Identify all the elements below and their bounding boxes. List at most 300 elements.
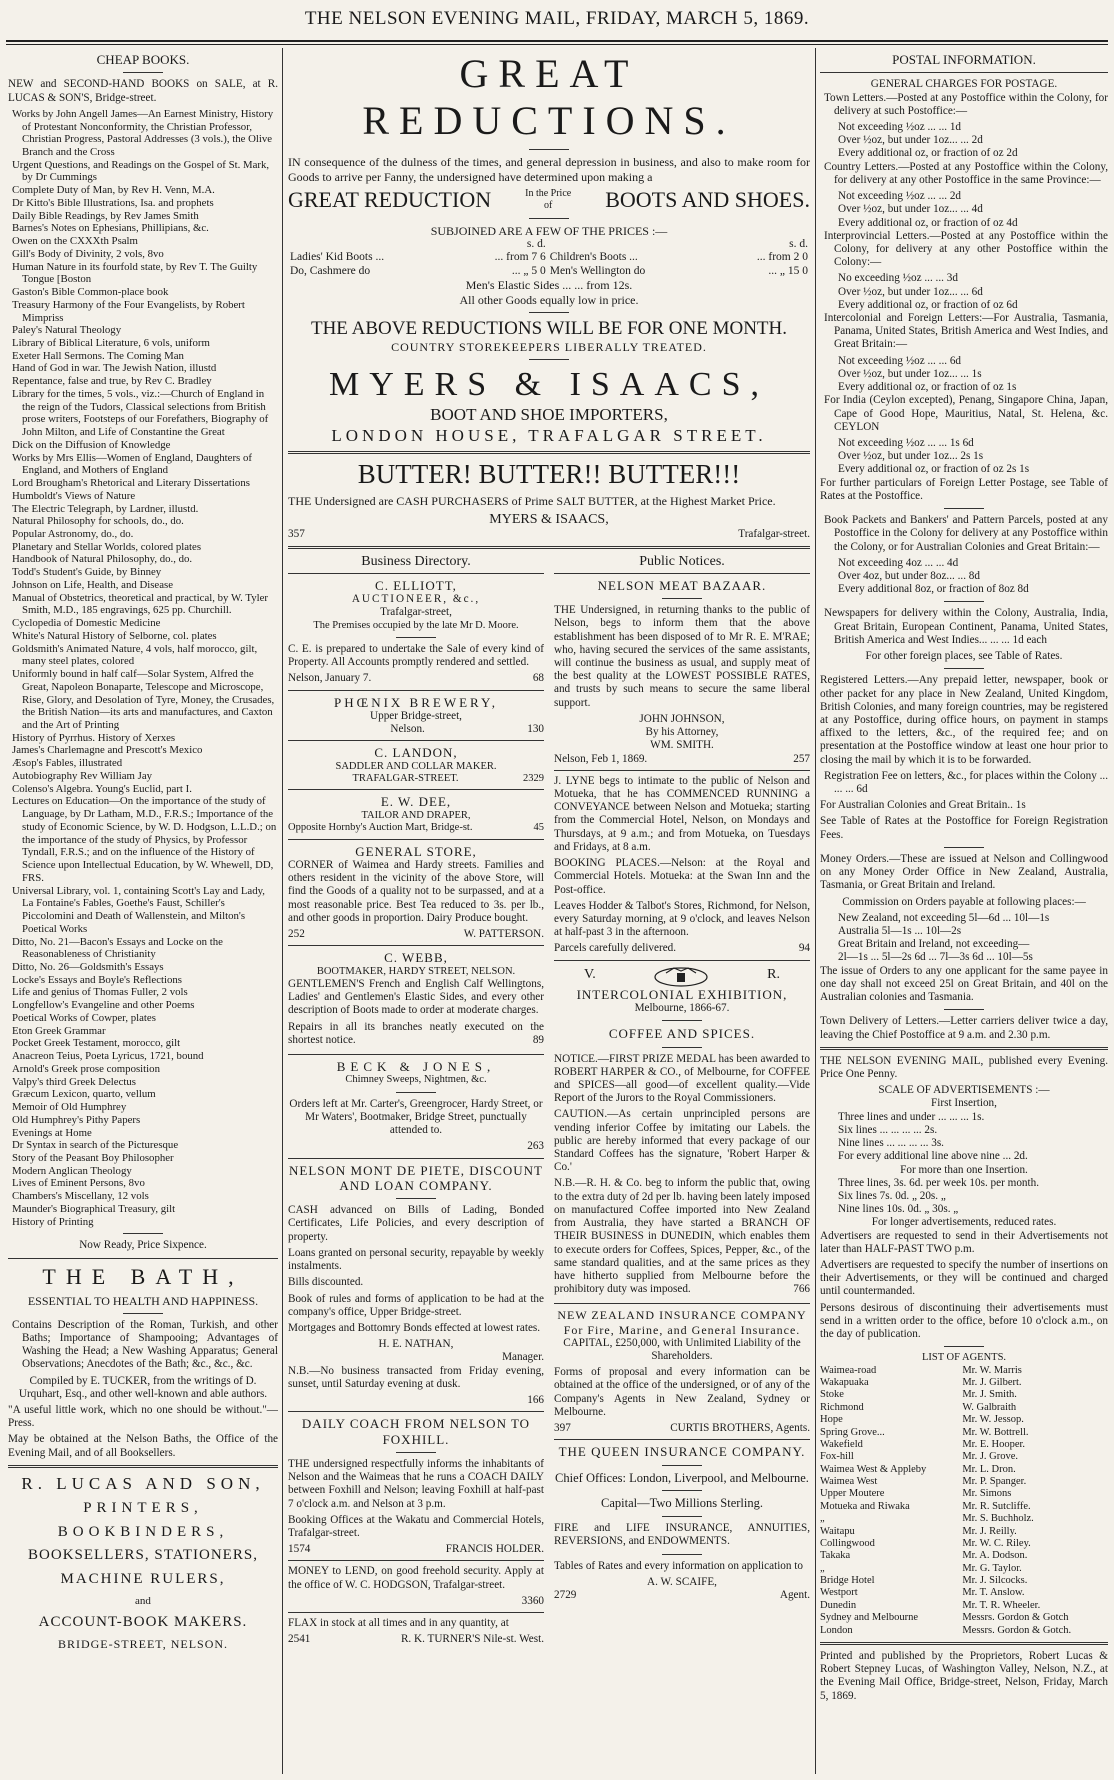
- agent-place: Collingwood: [820, 1537, 875, 1549]
- cheap-books-title: CHEAP BOOKS.: [96, 52, 190, 67]
- masthead: THE NELSON EVENING MAIL, FRIDAY, MARCH 5, 1869.: [304, 8, 810, 29]
- agent-row: [820, 1501, 1108, 1513]
- book-list-item: Poetical Works of Cowper, plates: [12, 1011, 156, 1024]
- india-letters: For India (Ceylon excepted), Penang, Singapore China, Japan, Cape of Good Hope, Mauritius, Natal, St. Helena, &c. CEYLON: [824, 394, 1108, 433]
- agent-name: Messrs. Gordon & Gotch.: [962, 1624, 1072, 1636]
- agent-place: Waitapu: [820, 1525, 855, 1537]
- agent-row: [820, 1600, 1108, 1612]
- agent-place: Wakapuaka: [820, 1377, 869, 1389]
- agent-name: Mr. J. Reilly.: [962, 1525, 1017, 1537]
- book-list-item: Daily Bible Readings, by Rev James Smith: [12, 209, 199, 222]
- agent-row: [820, 1439, 1108, 1451]
- book-list-item: James's Charlemagne and Prescott's Mexico: [12, 744, 203, 757]
- nz-insurance-sign: CURTIS BROTHERS, Agents.: [670, 1422, 810, 1435]
- rate-line: Over ½oz, but under 1oz... ... 6d: [838, 285, 983, 298]
- book-list-item: Complete Duty of Man, by Rev H. Venn, M.A.: [12, 184, 215, 197]
- ad-number: 357: [288, 528, 305, 541]
- rate-list: [820, 437, 1108, 477]
- lucas-line: and: [135, 1594, 151, 1607]
- lucas-line: ACCOUNT-BOOK MAKERS.: [38, 1613, 248, 1630]
- intercolonial-letters: Intercolonial and Foreign Letters:—For Australia, Tasmania, Panama, United States, British America and West Indies, and Great Britain:—: [824, 312, 1108, 351]
- queen-fire: FIRE and LIFE INSURANCE, ANNUITIES, REVERSIONS, and ENDOWMENTS.: [554, 1522, 810, 1548]
- webb-body: GENTLEMEN'S French and English Calf Wellingtons, Ladies' and Gentlemen's Elastic Sides, and every other description of Boots made to order at moderate charges.: [288, 977, 544, 1017]
- agent-name: Mr. W. C. Riley.: [962, 1537, 1031, 1549]
- rate-line: Every additional oz, or fraction of oz 4d: [838, 216, 1018, 229]
- lucas-line: BOOKBINDERS,: [57, 1523, 229, 1540]
- coach-booking: Booking Offices at the Wakatu and Commercial Hotels, Trafalgar-street.: [288, 1513, 544, 1540]
- interprovincial-letters: Interprovincial Letters.—Posted at any Postoffice within the Colony, for delivery at any other Postoffice within the Colony:—: [824, 229, 1108, 269]
- book-list-item: White's Natural History of Selborne, col. plates: [12, 629, 217, 642]
- lucas-line: BRIDGE-STREET, NELSON.: [57, 1637, 229, 1652]
- rate-line: Nine lines 10s. 0d. „ 30s. „: [838, 1203, 959, 1216]
- agent-row: [820, 1476, 1108, 1488]
- butter-street: Trafalgar-street.: [738, 528, 810, 541]
- public-notices-title: Public Notices.: [554, 554, 810, 574]
- book-list-item: Hand of God in war. The Jewish Nation, illustd: [12, 362, 217, 375]
- book-list-item: Handbook of Natural Philosophy, do., do.: [12, 553, 193, 566]
- book-list-item: Locke's Essays and Boyle's Reflections: [12, 973, 183, 986]
- agent-row: [820, 1563, 1108, 1575]
- rate-list: [820, 272, 1108, 312]
- agent-place: Dunedin: [820, 1599, 857, 1611]
- first-insertion: First Insertion,: [931, 1097, 997, 1110]
- bath-compiled: Compiled by E. TUCKER, from the writings of D. Urquhart, Esq., and other well-known and able authors.: [18, 1374, 268, 1400]
- book-list-item: Lives of Eminent Persons, 8vo: [12, 1177, 145, 1190]
- agent-place: Waimea-road: [820, 1364, 877, 1376]
- agent-row: [820, 1550, 1108, 1562]
- great-reductions-body: IN consequence of the dulness of the times, and general depression in business, and also to make room for Goods to arrive per Fanny, the undersigned have determined upon making a: [288, 155, 810, 184]
- agent-place: „: [820, 1562, 825, 1574]
- rate-line: Not exceeding ½oz ... ... 1s 6d: [838, 437, 974, 450]
- coach-sign: FRANCIS HOLDER.: [445, 1543, 544, 1556]
- exhibition-place: Melbourne, 1866-67.: [634, 1001, 730, 1014]
- book-list-item: Æsop's Fables, illustrated: [12, 757, 123, 770]
- agent-place: Sydney and Melbourne: [820, 1612, 918, 1624]
- ad-number: 252: [288, 927, 305, 940]
- meat-date: Nelson, Feb 1, 1869.: [554, 752, 648, 765]
- registration-fee: Registration Fee on letters, &c., for places within the Colony ... ... ... 6d: [824, 769, 1108, 796]
- bath-quote: "A useful little work, which no one should be without."—Press.: [8, 1404, 278, 1430]
- butter-body: THE Undersigned are CASH PURCHASERS of Prime SALT BUTTER, at the Highest Market Price.: [288, 494, 776, 509]
- piete-manager: Manager.: [502, 1351, 544, 1364]
- ad-number: 94: [798, 942, 810, 955]
- beck-jones-title: BECK & JONES,: [336, 1058, 496, 1074]
- rate-line: Australia 5l—1s ... 10l—2s: [838, 925, 962, 938]
- beck-role: Chimney Sweeps, Nightmen, &c.: [345, 1074, 487, 1086]
- rate-list: [820, 1111, 1108, 1164]
- cheap-books-intro: NEW and SECOND-HAND BOOKS on SALE, at R. LUCAS & SON'S, Bridge-street.: [8, 78, 278, 104]
- meat-smith: WM. SMITH.: [650, 739, 714, 752]
- book-list-item: Works by John Angell James—An Earnest Ministry, History of Protestant Nonconformity, the Christian Professor, Christian Progress, Pastoral Addresses (3 vols.), the Olive Branch and the Cross: [12, 107, 274, 158]
- price-row: Ladies' Kid Boots ... ... from 7 6 Children's Boots ... ... from 2 0: [290, 251, 808, 264]
- agent-name: Mr. P. Spanger.: [962, 1476, 1027, 1488]
- ad-number: 1574: [288, 1543, 311, 1556]
- piete-mortgages: Mortgages and Bottomry Bonds effected at lowest rates.: [288, 1321, 541, 1334]
- piete-sign: H. E. NATHAN,: [378, 1338, 454, 1351]
- column-2: [288, 50, 810, 1772]
- book-list-item: Modern Anglican Theology: [12, 1164, 132, 1177]
- book-list-item: Memoir of Old Humphrey: [12, 1101, 127, 1114]
- ad-number: 397: [554, 1422, 571, 1435]
- book-list-item: Eton Greek Grammar: [12, 1024, 106, 1037]
- general-store-body: CORNER of Waimea and Hardy streets. Families and others resident in the vicinity of the above Store, will find the Goods of a quality not to be surpassed, and at a most reasonable price. Best Tea reduced to 3s. per lb., and other goods in proportion. Dairy Produce bought.: [288, 858, 544, 924]
- agent-place: Bridge Hotel: [820, 1575, 875, 1587]
- book-list-item: History of Printing: [12, 1215, 94, 1228]
- book-list-item: Urgent Questions, and Readings on the Gospel of St. Mark, by Dr Cummings: [12, 158, 270, 184]
- lucas-line: R. LUCAS AND SON,: [21, 1473, 265, 1493]
- agents-title: LIST OF AGENTS.: [921, 1352, 1007, 1364]
- rate-line: Three lines and under ... ... ... 1s.: [838, 1110, 985, 1123]
- registration-fee-2: For Australian Colonies and Great Britain.. 1s: [820, 799, 1026, 812]
- agent-name: Mr. A. Dodson.: [962, 1550, 1028, 1562]
- subjoined: SUBJOINED ARE A FEW OF THE PRICES :—: [430, 223, 668, 238]
- rate-line: Six lines 7s. 0d. „ 20s. „: [838, 1189, 946, 1202]
- agent-row: [820, 1587, 1108, 1599]
- rate-line: Every additional oz, or fraction of oz 2d: [838, 147, 1018, 160]
- queen-capital: Capital—Two Millions Sterling.: [601, 1496, 763, 1511]
- webb-name: C. WEBB,: [384, 950, 448, 966]
- general-charges: GENERAL CHARGES FOR POSTAGE.: [870, 78, 1058, 91]
- queen-offices: Chief Offices: London, Liverpool, and Melbourne.: [555, 1470, 809, 1485]
- agent-place: Fox-hill: [820, 1451, 854, 1463]
- rate-list: [820, 190, 1108, 230]
- book-list-item: Humboldt's Views of Nature: [12, 489, 136, 502]
- beck-body: Orders left at Mr. Carter's, Greengrocer, Hardy Street, or Mr Waters', Bootmaker, Bridge Street, punctually attended to.: [289, 1097, 543, 1137]
- lucas-line: MACHINE RULERS,: [60, 1571, 226, 1588]
- orders-issue: The issue of Orders to any one applicant for the same payee in one day shall not exceed 25l on Great Britain, and 40l on the Australian colonies and Tasmania.: [820, 964, 1108, 1004]
- rate-line: Not exceeding ½oz ... ... 6d: [838, 354, 962, 367]
- rate-list: [820, 1177, 1108, 1217]
- town-letters: Town Letters.—Posted at any Postoffice within the Colony, for delivery at such Postoffice:—: [824, 91, 1108, 117]
- piete-body: CASH advanced on Bills of Lading, Bonded Certificates, Life Policies, and every description of property.: [288, 1204, 544, 1243]
- book-list-item: Evenings at Home: [12, 1126, 92, 1139]
- price-row: Do, Cashmere do ... „ 5 0 Men's Wellington do ... „ 15 0: [290, 264, 808, 277]
- agent-name: Mr. J. Smith.: [962, 1389, 1017, 1401]
- webb-role: BOOTMAKER, HARDY STREET, NELSON.: [316, 965, 516, 977]
- rate-line: Every additional 8oz, or fraction of 8oz 8d: [838, 583, 1029, 596]
- book-list-item: Gaston's Bible Common-place book: [12, 286, 169, 299]
- agent-name: W. Galbraith: [962, 1401, 1017, 1413]
- adv-note-2: Advertisers are requested to specify the number of insertions on their Advertisements, or they will be continued and charged until countermanded.: [820, 1259, 1108, 1298]
- agent-row: [820, 1389, 1108, 1401]
- longer-ads: For longer advertisements, reduced rates.: [871, 1216, 1057, 1229]
- book-list-item: Library of Biblical Literature, 6 vols, uniform: [12, 336, 210, 349]
- agent-place: „: [820, 1513, 825, 1525]
- book-list-item: Paley's Natural Theology: [12, 324, 122, 337]
- meat-bazaar-title: NELSON MEAT BAZAAR.: [597, 577, 767, 593]
- agent-place: Motueka and Riwaka: [820, 1500, 910, 1512]
- book-list-item: Uniformly bound in half calf—Solar System, Alfred the Great, Napoleon Bonaparte, Telescope and Microscope, Rise, Glory, and Desolation of Tyre, Money, the Crusades, the British Nation—its arts and manufactures, and Caxton and the Art of Printing: [12, 668, 275, 732]
- agent-place: Stoke: [820, 1389, 844, 1401]
- rate-list: [820, 121, 1108, 161]
- scale-title: SCALE OF ADVERTISEMENTS :—: [878, 1084, 1050, 1097]
- royal-crest-icon: [646, 965, 716, 987]
- book-list-item: Anacreon Teius, Poeta Lyricus, 1721, bound: [12, 1050, 204, 1063]
- registration-see: See Table of Rates at the Postoffice for Foreign Registration Fees.: [820, 815, 1108, 841]
- elliott-premises: The Premises occupied by the late Mr D. Moore.: [313, 619, 519, 631]
- piete-loans: Loans granted on personal security, repayable by weekly instalments.: [288, 1246, 544, 1273]
- agent-place: Upper Moutere: [820, 1488, 885, 1500]
- dee-role: TAILOR AND DRAPER,: [361, 809, 471, 821]
- agent-place: Westport: [820, 1587, 858, 1599]
- importers: BOOT AND SHOE IMPORTERS,: [430, 405, 668, 425]
- rate-line: New Zealand, not exceeding 5l—6d ... 10l—1s: [838, 911, 1050, 924]
- mail-title: THE NELSON EVENING MAIL, published every Evening. Price One Penny.: [820, 1054, 1108, 1080]
- book-list-item: Dr Syntax in search of the Picturesque: [12, 1139, 179, 1152]
- money-to-lend: MONEY to LEND, on good freehold security. Apply at the office of W. C. HODGSON, Trafalgar-street.: [288, 1565, 544, 1591]
- agent-row: [820, 1427, 1108, 1439]
- money-orders: Money Orders.—These are issued at Nelson and Collingwood on any Money Order Office in New Zealand, Australia, Tasmania, or Great Britain and Ireland.: [820, 852, 1108, 892]
- agent-place: Spring Grove...: [820, 1426, 885, 1438]
- agent-place: Richmond: [820, 1401, 864, 1413]
- price-head: s. d.: [789, 237, 808, 250]
- rate-list: [820, 912, 1108, 965]
- book-list-item: Johnson on Life, Health, and Disease: [12, 578, 174, 591]
- coffee-caution: CAUTION.—As certain unprincipled persons are vending inferior Coffee by imitating our Labels. the public are hereby informed that every package of our Standard Coffees has the signature, 'Robert Harper & Co.': [554, 1108, 810, 1174]
- book-list-item: Todd's Student's Guide, by Binney: [12, 566, 162, 579]
- agents-table: [820, 1365, 1108, 1637]
- boots-shoes-label: BOOTS AND SHOES.: [605, 186, 810, 212]
- book-list-item: Planetary and Stellar Worlds, colored plates: [12, 540, 202, 553]
- agent-row: [820, 1513, 1108, 1525]
- book-list-item: Longfellow's Evangeline and other Poems: [12, 999, 195, 1012]
- book-list-item: Works by Mrs Ellis—Women of England, Daughters of England, and Mothers of England: [12, 451, 252, 477]
- agent-name: Mr. W. Bottrell.: [962, 1426, 1029, 1438]
- book-list-item: Popular Astronomy, do., do.: [12, 528, 134, 540]
- landon-street: TRAFALGAR-STREET. 2329: [352, 773, 544, 785]
- coffee-title: COFFEE AND SPICES.: [608, 1026, 756, 1042]
- rate-line: Over ½oz, but under 1oz... ... 4d: [838, 203, 983, 216]
- book-packets: Book Packets and Bankers' and Pattern Parcels, posted at any Postoffice in the Colony for delivery at any Postoffice within the Colony, or for Australian Colonies and Great Britain:—: [824, 514, 1108, 553]
- adv-note-1: Advertisers are requested to send in their Advertisements not later than HALF-PAST TWO p.m.: [820, 1229, 1108, 1255]
- piete-rules: Book of rules and forms of application to be had at the company's office, Upper Bridge-street.: [288, 1292, 544, 1318]
- all-other-goods: All other Goods equally low in price.: [459, 292, 639, 307]
- agent-name: Mr. J. Gilbert.: [962, 1377, 1022, 1389]
- ad-number: 2729: [554, 1588, 577, 1601]
- landon-name: C. LANDON,: [374, 745, 458, 761]
- lyne-booking: BOOKING PLACES.—Nelson: at the Royal and Commercial Hotels. Motueka: at the Swan Inn and the Post-office.: [554, 857, 810, 896]
- book-list-item: Gill's Body of Divinity, 2 vols, 8vo: [12, 247, 164, 260]
- public-notices: [554, 554, 810, 1646]
- agent-row: [820, 1612, 1108, 1624]
- book-list-item: Autobiography Rev William Jay: [12, 769, 153, 782]
- book-list-item: Valpy's third Greek Delectus: [12, 1075, 136, 1088]
- vr-r: R.: [767, 967, 780, 983]
- agent-row: [820, 1575, 1108, 1587]
- agent-row: [820, 1488, 1108, 1500]
- agent-place: Takaka: [820, 1550, 851, 1562]
- rate-line: No exceeding ½oz ... ... 3d: [838, 272, 958, 285]
- dee-name: E. W. DEE,: [380, 794, 452, 810]
- rate-line: Every additional oz, or fraction of oz 1s: [838, 381, 1017, 394]
- rate-line: Over ½oz, but under 1oz... ... 1s: [838, 367, 982, 380]
- agent-name: Mr. S. Buchholz.: [962, 1513, 1034, 1525]
- agent-name: Mr. R. Sutcliffe.: [962, 1500, 1031, 1512]
- nz-insurance-capital: CAPITAL, £250,000, with Unlimited Liability of the Shareholders.: [563, 1336, 801, 1362]
- agent-name: Mr. Simons: [962, 1488, 1012, 1500]
- ad-number: 263: [527, 1140, 544, 1153]
- phoenix-title: PHŒNIX BREWERY,: [334, 694, 498, 710]
- agent-name: Mr. T. R. Wheeler.: [962, 1599, 1041, 1611]
- book-list-item: Library for the times, 5 vols., viz.:—Church of England in the reign of the Tudors, Classical selections from British prose writers, Footsteps of our Forefathers, Biography of John Milton, and Life of Constantine the Great: [12, 387, 269, 439]
- elliott-date: Nelson, January 7.: [288, 672, 372, 685]
- agent-name: Mr. E. Hooper.: [962, 1438, 1026, 1450]
- book-list-item: Ditto, No. 21—Bacon's Essays and Locke on the Reasonableness of Christianity: [12, 935, 223, 961]
- lucas-advert: [8, 1474, 278, 1652]
- book-list-item: Ditto, No. 26—Goldsmith's Essays: [12, 960, 164, 973]
- flax-body: FLAX in stock at all times and in any quantity, at: [288, 1617, 509, 1630]
- rate-line: Nine lines ... ... ... ... 3s.: [838, 1137, 944, 1150]
- book-list-item: Old Humphrey's Pithy Papers: [12, 1113, 141, 1126]
- meat-attorney: By his Attorney,: [645, 726, 719, 739]
- rate-line: Great Britain and Ireland, not exceeding—: [838, 938, 1030, 951]
- webb-repairs: Repairs in all its branches neatly executed on the shortest notice. 89: [288, 1020, 544, 1046]
- queen-agent: Agent.: [779, 1588, 810, 1601]
- dee-street: Opposite Hornby's Auction Mart, Bridge-st. 45: [288, 822, 544, 834]
- agent-name: Mr. W. Marris: [962, 1364, 1022, 1376]
- column-divider: [815, 48, 816, 1774]
- ad-number: 257: [793, 752, 810, 765]
- mont-de-piete-title: NELSON MONT DE PIETE, DISCOUNT AND LOAN COMPANY.: [288, 1162, 543, 1193]
- ad-number: 3360: [521, 1594, 544, 1607]
- bath-subtitle: ESSENTIAL TO HEALTH AND HAPPINESS.: [27, 1293, 259, 1308]
- phoenix-street: Upper Bridge-street,: [370, 709, 462, 722]
- agent-name: Mr. W. Jessop.: [962, 1414, 1024, 1426]
- country-storekeepers: COUNTRY STOREKEEPERS LIBERALLY TREATED.: [391, 340, 707, 355]
- imprint: Printed and published by the Proprietors, Robert Lucas & Robert Stepney Lucas, of Washington Valley, Nelson, N.Z., at the Evening Mail Office, Bridge-street, Nelson, Friday, March 5, 1869.: [820, 1649, 1108, 1702]
- agent-row: [820, 1451, 1108, 1463]
- agent-name: Mr. L. Dron.: [962, 1463, 1016, 1475]
- general-store-title: GENERAL STORE,: [355, 843, 477, 859]
- agent-row: [820, 1365, 1108, 1377]
- column-3: [820, 50, 1108, 1772]
- column-divider: [282, 48, 283, 1774]
- column-1: [8, 50, 278, 1772]
- rate-line: Every additional oz, or fraction of oz 6d: [838, 298, 1018, 311]
- agent-row: [820, 1377, 1108, 1389]
- rate-line: Not exceeding ½oz ... ... 1d: [838, 120, 962, 133]
- town-delivery: Town Delivery of Letters.—Letter carriers deliver twice a day, leaving the Chief Postoffice at 9 a.m. and 2.30 p.m.: [820, 1015, 1108, 1041]
- agent-place: Hope: [820, 1414, 843, 1426]
- rate-line: Not exceeding ½oz ... ... 2d: [838, 190, 962, 203]
- coach-body: THE undersigned respectfully informs the inhabitants of Nelson and the Waimeas that he runs a COACH DAILY between Foxhill and Nelson; leaving Foxhill at half-past 7 o'clock a.m. and Nelson at 3 p.m.: [288, 1457, 544, 1510]
- book-list-item: Barnes's Notes on Ephesians, Phillipians, &c.: [12, 222, 209, 235]
- agent-name: Mr. G. Taylor.: [962, 1562, 1022, 1574]
- book-list-item: Arnold's Greek prose composition: [12, 1062, 160, 1075]
- book-list-item: Cyclopedia of Domestic Medicine: [12, 617, 161, 630]
- lucas-line: PRINTERS,: [83, 1499, 203, 1516]
- elastic-sides: Men's Elastic Sides ... ... from 12s.: [465, 278, 633, 293]
- bath-contents: Contains Description of the Roman, Turkish, and other Baths; Importance of Shampooing; Advantages of Washing the Head; a New Washing Apparatus; General Observations; Anecdotes of the Bath; &c., &c., &c.: [12, 1318, 278, 1371]
- book-list-item: Life and genius of Thomas Fuller, 2 vols: [12, 986, 188, 999]
- coach-title: DAILY COACH FROM NELSON TO FOXHILL.: [301, 1416, 531, 1447]
- agent-row: [820, 1625, 1108, 1637]
- elliott-body: C. E. is prepared to undertake the Sale of every kind of Property. All Accounts promptly rendered and settled.: [288, 642, 544, 669]
- elliott-place: Trafalgar-street,: [380, 606, 452, 619]
- agent-name: Messrs. Gordon & Gotch: [962, 1612, 1069, 1624]
- phoenix-city: Nelson. 130: [390, 723, 544, 736]
- agent-row: [820, 1414, 1108, 1426]
- book-list-item: Græcum Lexicon, quarto, vellum: [12, 1088, 156, 1101]
- butter-title: BUTTER! BUTTER!! BUTTER!!!: [357, 458, 741, 489]
- coffee-body: NOTICE.—FIRST PRIZE MEDAL has been awarded to ROBERT HARPER & CO., of Melbourne, for COFFEE and SPICES—all good—of excellent quality.—Vide Report of the Jurors to the Royal Commissioners.: [554, 1052, 810, 1105]
- more-insertion: For more than one Insertion.: [900, 1163, 1028, 1176]
- book-list-item: Human Nature in its fourfold state, by Rev T. The Guilty Tongue [Boston: [12, 260, 258, 286]
- book-list-item: Goldsmith's Animated Nature, 4 vols, half morocco, gilt, many steel plates, colored: [12, 642, 258, 668]
- business-directory: [288, 554, 544, 1646]
- country-letters: Country Letters.—Posted at any Postoffice within the Colony, for delivery at any other Postoffice in the same Province:—: [824, 160, 1108, 186]
- agent-name: Mr. T. Anslow.: [962, 1587, 1025, 1599]
- book-list-item: Chambers's Miscellany, 12 vols: [12, 1190, 149, 1203]
- foreign-further: For further particulars of Foreign Letter Postage, see Table of Rates at the Postoffice.: [820, 476, 1108, 502]
- book-list-item: Pocket Greek Testament, morocco, gilt: [12, 1037, 181, 1050]
- butter-sign: MYERS & ISAACS,: [489, 511, 609, 527]
- in-price-of: In the Price of: [525, 187, 572, 211]
- great-reduction-label: GREAT REDUCTION: [288, 186, 492, 212]
- queen-insurance-title: THE QUEEN INSURANCE COMPANY.: [558, 1444, 806, 1460]
- agent-place: Waimea West: [820, 1476, 878, 1488]
- book-list-item: Owen on the CXXXth Psalm: [12, 235, 138, 248]
- book-list-item: Exeter Hall Sermons. The Coming Man: [12, 349, 184, 362]
- nz-insurance-forms: Forms of proposal and every information can be obtained at the office of the undersigned, or of any of the Company's Agents in New Zealand, Sydney or Melbourne.: [554, 1366, 810, 1418]
- agent-place: London: [820, 1624, 853, 1636]
- queen-tables: Tables of Rates and every information on application to: [554, 1559, 803, 1572]
- book-list-item: Colenso's Algebra. Young's Euclid, part I.: [12, 782, 192, 795]
- general-store-sign: W. PATTERSON.: [463, 927, 544, 940]
- piete-bills: Bills discounted.: [288, 1276, 364, 1289]
- lyne-leaves: Leaves Hodder & Talbot's Stores, Richmond, for Nelson, every Saturday morning, at 9 o'clock, and leaves Nelson at half-past 3 in the afternoon.: [554, 899, 810, 939]
- agent-name: Mr. J. Grove.: [962, 1451, 1019, 1463]
- elliott-name: C. ELLIOTT,: [375, 577, 457, 593]
- ad-number: 166: [527, 1394, 544, 1407]
- newspapers-other: For other foreign places, see Table of Rates.: [865, 650, 1063, 663]
- bath-obtain: May be obtained at the Nelson Baths, the Office of the Evening Mail, and of all Booksellers.: [8, 1433, 278, 1459]
- queen-sign: A. W. SCAIFE,: [647, 1575, 717, 1588]
- lucas-line: BOOKSELLERS, STATIONERS,: [28, 1547, 258, 1564]
- nz-insurance-title: NEW ZEALAND INSURANCE COMPANY For Fire, Marine, and General Insurance.: [557, 1308, 807, 1337]
- exhibition-title: INTERCOLONIAL EXHIBITION,: [576, 986, 788, 1002]
- landon-role: SADDLER AND COLLAR MAKER.: [335, 760, 497, 772]
- rate-line: Three lines, 3s. 6d. per week 10s. per month.: [838, 1176, 1040, 1189]
- book-list-item: History of Pyrrhus. History of Xerxes: [12, 731, 176, 744]
- commission: Commission on Orders payable at following places:—: [842, 895, 1086, 908]
- masthead-rule: [6, 40, 1108, 45]
- london-house: LONDON HOUSE, TRAFALGAR STREET.: [331, 425, 767, 445]
- book-list-item: Universal Library, vol. 1, containing Scott's Lay and Lady, La Fontaine's Fables, Goethe's Faust, Schiller's Piccolomini and Death of Wallenstein, and Milton's Poetical Works: [12, 884, 266, 935]
- book-list-item: Treasury Harmony of the Four Evangelists, by Robert Mimpriss: [12, 298, 245, 324]
- book-list-item: Dr Kitto's Bible Illustrations, Isa. and prophets: [12, 196, 214, 209]
- lyne-parcels: Parcels carefully delivered.: [554, 942, 677, 955]
- adv-note-3: Persons desirous of discontinuing their advertisements must send in a written order to the office, before 10 o'clock a.m., on the day of publication.: [820, 1301, 1108, 1341]
- elliott-role: AUCTIONEER, &c.,: [351, 593, 481, 606]
- rate-line: Over 4oz, but under 8oz... ... 8d: [838, 569, 980, 582]
- book-list-item: Lord Brougham's Rhetorical and Literary Dissertations: [12, 477, 250, 490]
- flax-sign: R. K. TURNER'S Nile-st. West.: [400, 1633, 544, 1646]
- meat-sign: JOHN JOHNSON,: [639, 712, 725, 725]
- agent-place: Wakefield: [820, 1438, 863, 1450]
- lyne-body: J. LYNE begs to intimate to the public of Nelson and Motueka, that he has COMMENCED RUNNING a CONVEYANCE between Nelson and Motueka; starting from the Commercial Hotel, Nelson, on Mondays and Thursdays, at 9 a.m.; and from Motueka, on Tuesdays and Fridays, at 8 a.m.: [554, 774, 810, 853]
- vr-v: V.: [584, 967, 596, 983]
- book-list-item: Lectures on Education—On the importance of the study of Language, by Dr Latham, M.D., F.R.S.; Importance of the study of Economic Science, by W. D. Hodgson, L.L.D.; on the importance of the study of Physics, by Professor Tyndall, F.R.S.; and on the influence of the History of Science upon Intellectual Education, by W. Whewell, DD, FRS.: [12, 795, 277, 884]
- rate-list: [820, 355, 1108, 395]
- agent-row: [820, 1464, 1108, 1476]
- newspapers: Newspapers for delivery within the Colony, Australia, India, Great Britain, European Continent, Panama, United States, British America and West Indies... ... ... 1d each: [824, 607, 1108, 646]
- book-list-item: Manual of Obstetrics, theoretical and practical, by W. Tyler Smith, M.D., 185 engravings, 625 pp. Churchill.: [12, 591, 268, 617]
- rate-list: [820, 557, 1108, 597]
- agent-name: Mr. J. Silcocks.: [962, 1575, 1028, 1587]
- business-directory-title: Business Directory.: [288, 554, 544, 574]
- book-list-item: Natural Philosophy for schools, do., do.: [12, 515, 184, 528]
